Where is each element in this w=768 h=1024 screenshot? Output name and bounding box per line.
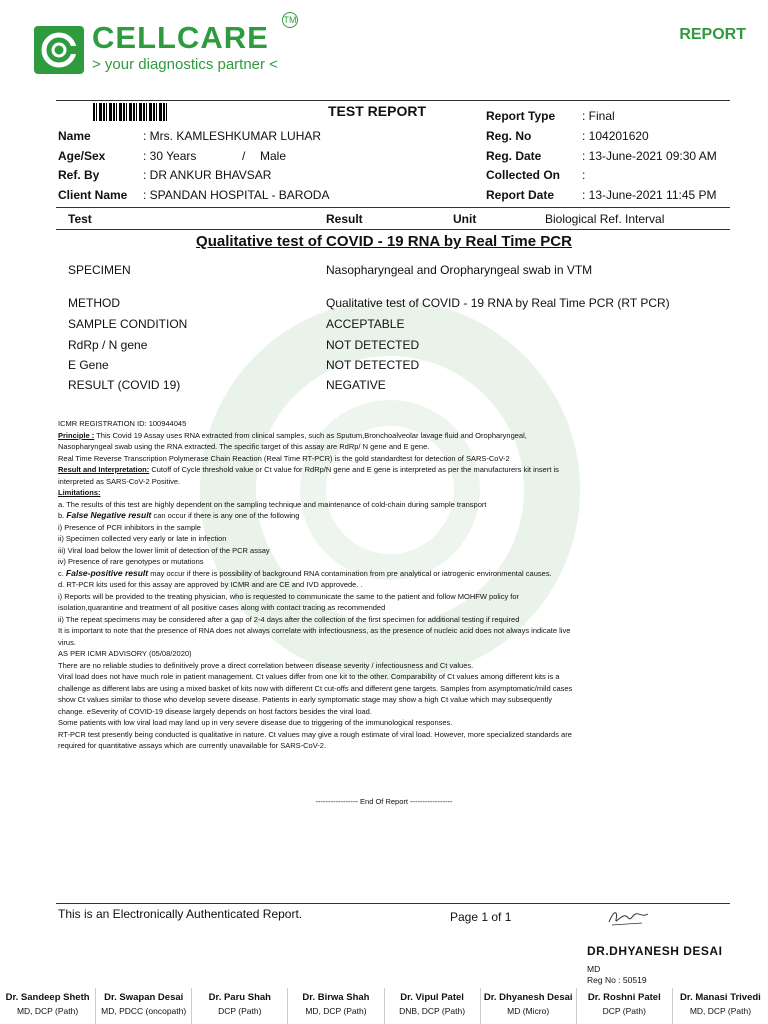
advisory-text: change. eSeverity of COVID-19 disease largely depends on host factors besides the viral load.: [58, 706, 372, 716]
advisory-text: Viral load does not have much role in patient management. Ct values differ from one kit to the other. Comparability of Ct values among different kits is a: [58, 672, 560, 681]
principle-text: Real Time Reverse Transcription Polymerase Chain Reaction (Real Time RT-PCR) is the gold standardtest for detection of SARS-CoV-2: [58, 453, 510, 463]
false-negative-label: False Negative result: [66, 510, 152, 520]
report-date-label: Report Date: [486, 188, 555, 202]
report-type-value: : Final: [582, 109, 615, 123]
test-title: Qualitative test of COVID - 19 RNA by Real Time PCR: [196, 233, 572, 250]
limitation-item: d. RT-PCR kits used for this assay are approved by ICMR and are CE and IVD approvede. .: [58, 580, 363, 589]
doctor-name: Dr. Paru Shah: [208, 992, 271, 1003]
row-name: RESULT (COVID 19): [68, 378, 181, 392]
limitation-item: i) Reports will be provided to the treating physician, who is requested to communicate the same to the patient and follow MOHFW policy for: [58, 591, 520, 601]
doctor-degree: MD, DCP (Path): [689, 1006, 752, 1016]
limitation-item: a. The results of this test are highly dependent on the sampling technique and maintenance of cold-chain during sample transport: [58, 499, 487, 509]
row-result: Qualitative test of COVID - 19 RNA by Real Time PCR (RT PCR): [326, 296, 670, 310]
reg-date-label: Reg. Date: [486, 149, 542, 163]
column-test: Test: [68, 212, 92, 226]
row-result: NEGATIVE: [326, 378, 386, 392]
client-name-label: Client Name: [58, 188, 128, 202]
ref-by-label: Ref. By: [58, 168, 100, 182]
limitation-item: It is important to note that the presence of RNA does not always correlate with infectiousness, as the presence of nucleic acid does not always indicate live: [58, 626, 571, 635]
collected-on-value: :: [582, 168, 586, 182]
row-result: ACCEPTABLE: [326, 317, 405, 331]
row-result: NOT DETECTED: [326, 358, 420, 372]
column-unit: Unit: [453, 212, 477, 226]
doctor-name: Dr. Birwa Shah: [302, 992, 370, 1003]
principle-text: Nasopharyngeal swab using the RNA extracted. The specific target of this assay are RdRp/ N gene and E gene.: [58, 442, 430, 451]
doctor-degree: MD (Micro): [507, 1006, 550, 1016]
authentication-note: This is an Electronically Authenticated Report.: [58, 907, 303, 921]
name-value: : Mrs. KAMLESHKUMAR LUHAR: [143, 129, 322, 143]
notes-section: [58, 418, 726, 752]
limitation-item: i) Presence of PCR inhibitors in the sample: [58, 522, 201, 532]
column-ref-interval: Biological Ref. Interval: [545, 212, 665, 226]
limitation-item: iv) Presence of rare genotypes or mutations: [58, 557, 204, 566]
doctors-footer: [0, 988, 768, 1024]
limitation-prefix: c.: [58, 568, 66, 578]
name-label: Name: [58, 129, 91, 143]
brand-tagline: > your diagnostics partner <: [92, 56, 278, 73]
limitation-item: can occur if there is any one of the following: [151, 511, 300, 520]
advisory-text: Some patients with low viral load may land up in very severe disease due to triggering of the immunological responses.: [58, 718, 453, 727]
doctor-name: Dr. Swapan Desai: [104, 992, 184, 1003]
reg-date-value: : 13-June-2021 09:30 AM: [582, 149, 717, 163]
limitation-item: virus.: [58, 637, 76, 647]
advisory-text: challenge as different labs are using a mixed basket of kits now with different Ct cut-offs and different gene targets. Samples from asymptomatic/mild cases: [58, 683, 573, 693]
limitation-item: iii) Viral load below the lower limit of detection of the PCR assay: [58, 545, 270, 555]
doctor-degree: MD, DCP (Path): [16, 1006, 79, 1016]
signature-image: [606, 906, 652, 928]
advisory-text: RT-PCR test presently being conducted is qualitative in nature. Ct values may give a rough estimate of viral load. However, more specialized standards are: [58, 729, 572, 739]
doctor-name: Dr. Roshni Patel: [587, 992, 661, 1003]
end-of-report: ----------------- End Of Report -----------------: [315, 797, 453, 806]
divider: [56, 229, 730, 230]
false-positive-label: False-positive result: [65, 567, 149, 578]
divider: [56, 100, 730, 101]
interpretation-text: interpreted as SARS-CoV-2 Positive.: [58, 476, 181, 486]
signatory-degree: MD: [587, 964, 601, 974]
row-name: SPECIMEN: [68, 263, 131, 277]
barcode: [93, 103, 169, 121]
row-result: NOT DETECTED: [326, 338, 420, 352]
interpretation-text: Cutoff of Cycle threshold value or Ct value for RdRp/N gene and E gene is interpreted as per the manufacturers kit insert is: [149, 465, 559, 474]
doctor-name: Dr. Manasi Trivedi: [680, 992, 761, 1003]
doctor-degree: DCP (Path): [602, 1006, 646, 1016]
limitations-label: Limitations:: [58, 488, 101, 497]
limitation-item: ii) The repeat specimens may be considered after a gap of 2-4 days after the collection of the first specimen for additional testing if required: [58, 614, 520, 624]
column-result: Result: [326, 212, 363, 226]
report-date-value: : 13-June-2021 11:45 PM: [582, 188, 717, 202]
page-number: Page 1 of 1: [450, 910, 512, 924]
report-tag: REPORT: [679, 26, 746, 43]
divider: [56, 207, 730, 208]
signatory-name: DR.DHYANESH DESAI: [587, 944, 723, 958]
limitation-item: ii) Specimen collected very early or late in infection: [58, 534, 227, 543]
doctor-name: Dr. Sandeep Sheth: [5, 992, 90, 1003]
doctor-cell: [385, 988, 481, 1024]
row-result: Nasopharyngeal and Oropharyngeal swab in VTM: [326, 263, 593, 277]
row-name: E Gene: [68, 358, 109, 372]
reg-no-label: Reg. No: [486, 129, 532, 143]
limitation-item: isolation,quarantine and treatment of all positive cases along with contact tracing as recommended: [58, 603, 386, 612]
doctor-cell: [192, 988, 288, 1024]
doctor-cell: [481, 988, 577, 1024]
brand-name: CELLCARE: [92, 20, 269, 55]
doctor-cell: [288, 988, 384, 1024]
advisory-text: show Ct values similar to those who develop severe disease. Patients in early symptomatic stage may show a high Ct value which may subsequently: [58, 695, 552, 704]
trademark-mark: TM: [282, 12, 298, 28]
client-name-value: : SPANDAN HOSPITAL - BARODA: [143, 188, 330, 202]
signatory-reg-no: Reg No : 50519: [587, 975, 647, 985]
doctor-cell: [0, 988, 96, 1024]
reg-no-value: : 104201620: [582, 129, 649, 143]
doctor-name: Dr. Dhyanesh Desai: [483, 992, 573, 1003]
principle-label: Principle :: [58, 430, 95, 440]
divider: [56, 903, 730, 904]
doctor-name: Dr. Vipul Patel: [400, 992, 464, 1003]
doctor-degree: MD, PDCC (oncopath): [101, 1006, 187, 1016]
cellcare-logo-icon: [34, 26, 84, 74]
limitation-prefix: b.: [58, 511, 67, 520]
row-name: RdRp / N gene: [68, 338, 148, 352]
limitation-item: may occur if there is possibility of background RNA contamination from pre analytical or iatrogenic environmental causes.: [148, 568, 552, 578]
advisory-text: required for quantitative assays which are currently unavailable for SARS-CoV-2.: [58, 741, 327, 750]
row-name: SAMPLE CONDITION: [68, 317, 188, 331]
row-name: METHOD: [68, 296, 120, 310]
report-type-label: Report Type: [486, 109, 556, 123]
sex-value: Male: [260, 149, 287, 163]
doctor-cell: [577, 988, 673, 1024]
doctor-cell: [96, 988, 192, 1024]
ref-by-value: : DR ANKUR BHAVSAR: [143, 168, 272, 182]
advisory-text: There are no reliable studies to definitively prove a direct correlation between disease severity / infectiousness and Ct values.: [58, 660, 474, 670]
age-sex-label: Age/Sex: [58, 149, 106, 163]
age-sex-separator: /: [242, 149, 246, 163]
doctor-degree: MD, DCP (Path): [305, 1006, 367, 1016]
page-title: TEST REPORT: [328, 103, 427, 119]
icmr-registration: ICMR REGISTRATION ID: 100944045: [58, 419, 187, 428]
doctor-cell: [673, 988, 768, 1024]
principle-text: This Covid 19 Assay uses RNA extracted from clinical samples, such as Sputum,Bronchoalveolar lavage fluid and Oropharyngeal,: [94, 430, 527, 440]
advisory-label: AS PER ICMR ADVISORY (05/08/2020): [58, 649, 192, 658]
age-value: : 30 Years: [143, 149, 197, 163]
collected-on-label: Collected On: [486, 168, 561, 182]
doctor-degree: DNB, DCP (Path): [399, 1006, 466, 1016]
interpretation-label: Result and Interpretation:: [58, 465, 150, 474]
doctor-degree: DCP (Path): [218, 1006, 262, 1016]
